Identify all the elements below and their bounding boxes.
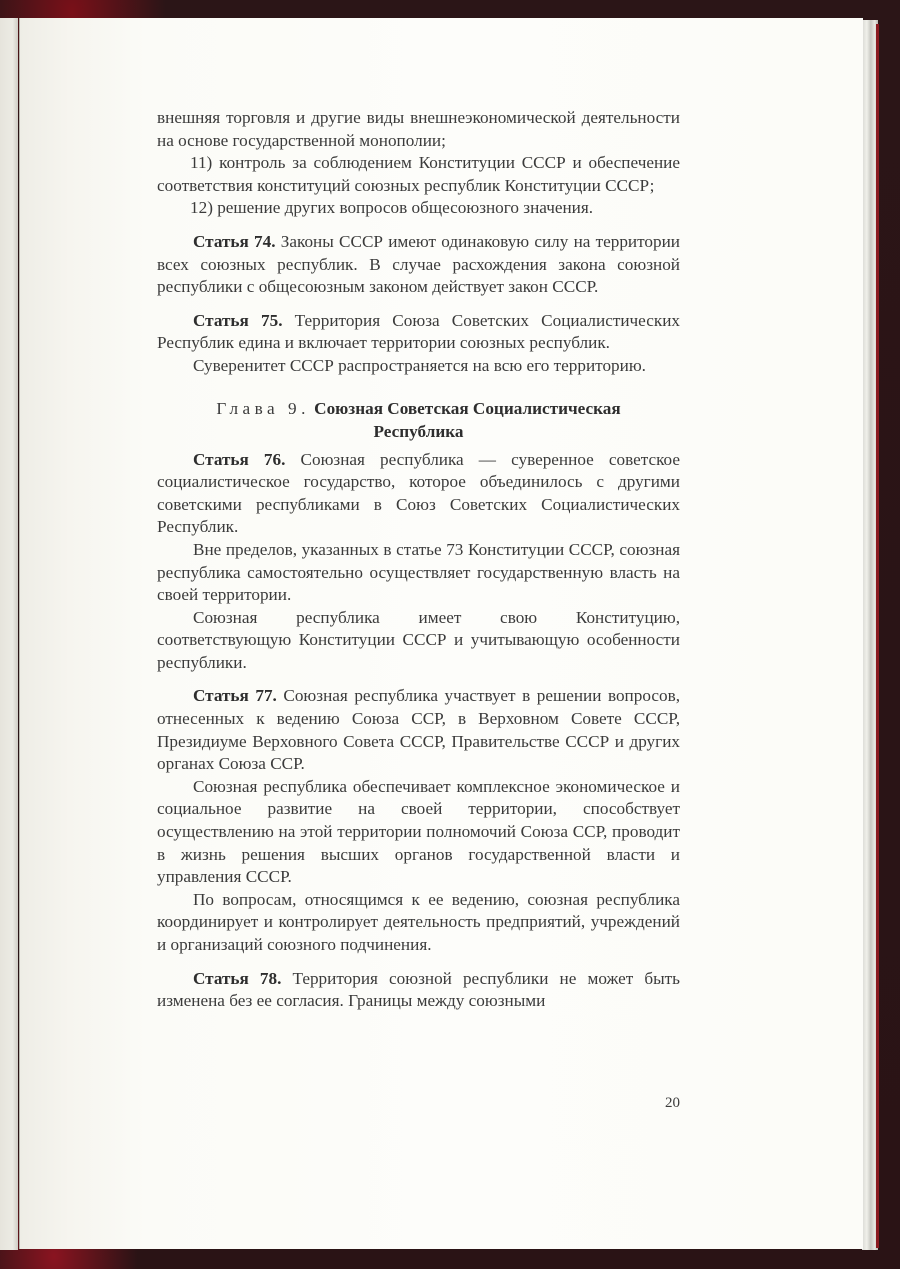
article-77-paragraph-3: По вопросам, относящимся к ее ведению, союзная республика координирует и контролирует деятельность предприятий, учреждений и организаций союзного подчинения. [157, 889, 680, 954]
page-text [157, 107, 680, 1013]
article-74 [157, 231, 680, 299]
continuation-paragraph: внешняя торговля и другие виды внешнеэкономической деятельности на основе государственной монополии; [157, 108, 680, 150]
page-number: 20 [665, 1095, 680, 1111]
article-75-paragraph-2: Суверенитет СССР распространяется на всю его территорию. [193, 355, 646, 375]
article-75-text: Территория Союза Советских Социалистических Республик едина и включает территории союзных республик. [157, 310, 680, 353]
article-77-text: Союзная республика участвует в решении вопросов, отнесенных к ведению Союза ССР, в Верховном Совете СССР, Президиуме Верховного Совета СССР, Правительстве СССР и других органах Союза ССР. [157, 686, 680, 774]
article-77-paragraph-2: Союзная республика обеспечивает комплексное экономическое и социальное развитие на своей территории, способствует осуществлению на этой территории полномочий Союза ССР, проводит в жизнь решения высших органов государственной власти и управления СССР. [157, 776, 680, 887]
article-74-text: Законы СССР имеют одинаковую силу на территории всех союзных республик. В случае расхождения закона союзной республики с общесоюзным законом действует закон СССР. [157, 231, 680, 297]
article-78-label: Статья 78. [193, 968, 282, 988]
article-76-text: Союзная республика — суверенное советское социалистическое государство, которое объединилось с другими советскими республиками в Союз Советских Социалистических Республик. [157, 449, 680, 537]
list-item-11: 11) контроль за соблюдением Конституции СССР и обеспечение соответствия конституций союзных республик Конституции СССР; [157, 153, 680, 195]
article-78 [157, 968, 680, 1013]
chapter-number: Глава 9. [216, 398, 310, 418]
article-77-label: Статья 77. [193, 686, 277, 706]
list-item-12: 12) решение других вопросов общесоюзного значения. [190, 198, 594, 218]
article-74-label: Статья 74. [193, 231, 276, 251]
chapter-title-line-2: Республика [373, 421, 464, 441]
article-76-label: Статья 76. [193, 449, 286, 469]
article-75-label: Статья 75. [193, 310, 283, 330]
chapter-heading [157, 397, 680, 443]
chapter-title-line-1: Союзная Советская Социалистическая [309, 398, 621, 418]
book-cover-edge [876, 24, 879, 1248]
article-77 [157, 685, 680, 775]
article-76 [157, 449, 680, 539]
article-78-text: Территория союзной республики не может быть изменена без ее согласия. Границы между союзными [157, 968, 681, 1011]
article-75 [157, 310, 680, 355]
previous-page-edge [0, 18, 18, 1250]
article-76-paragraph-3: Союзная республика имеет свою Конституцию, соответствующую Конституции СССР и учитывающую особенности республики. [157, 607, 680, 672]
article-76-paragraph-2: Вне пределов, указанных в статье 73 Конституции СССР, союзная республика самостоятельно осуществляет государственную власть на своей территории. [157, 539, 680, 605]
